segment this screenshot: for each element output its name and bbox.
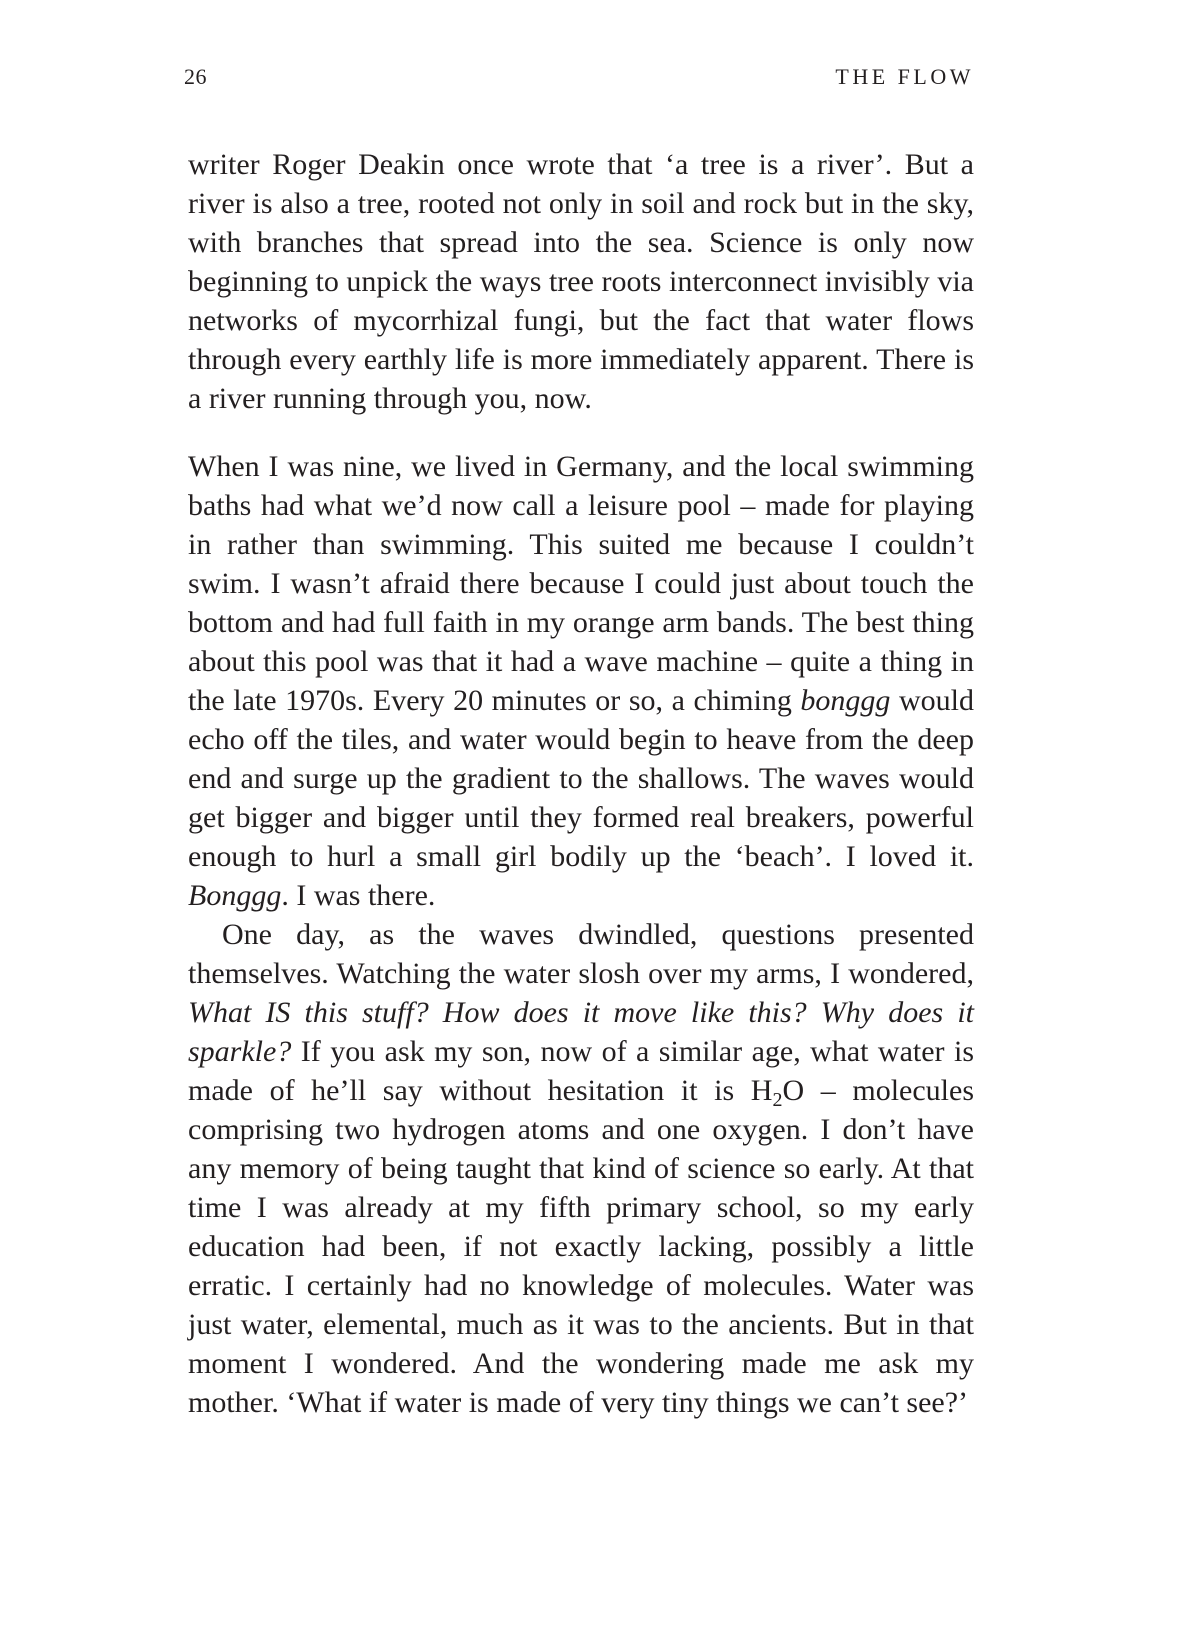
subscript-two: 2 — [772, 1089, 783, 1111]
body-text — [188, 145, 974, 1422]
text-segment: When I was nine, we lived in Germany, and the local swimming baths had what we’d now call a leisure pool – made for playing in rather than swimming. This suited me because I couldn’t swim. I wasn’t afraid there because I could just about touch the bottom and had full faith in my orange arm bands. The best thing about this pool was that it had a wave machine – quite a thing in the late 1970s. Every 20 minutes or so, a chiming — [188, 450, 974, 717]
text-segment: writer Roger Deakin once wrote that ‘a tree is a river’. But a river is also a tree, rooted not only in soil and rock but in the sky, with branches that spread into the sea. Science is only now beginning to unpick the ways tree roots interconnect invisibly via networks of mycorrhizal fungi, but the fact that water flows through every earthly life is more immediately apparent. There is a river running through you, now. — [188, 148, 974, 415]
italic-bonggg-capitalized: Bonggg — [188, 879, 282, 912]
paragraph-water-questions — [188, 915, 974, 1422]
italic-bonggg: bonggg — [800, 684, 891, 717]
text-segment: . I was there. — [281, 879, 436, 912]
paragraph-wave-pool — [188, 447, 974, 915]
text-segment: O – molecules comprising two hydrogen atoms and one oxygen. I don’t have any memory of being taught that kind of science so early. At that time I was already at my fifth primary school, so my early education had been, if not exactly lacking, possibly a little erratic. I certainly had no knowledge of molecules. Water was just water, elemental, much as it was to the ancients. But in that moment I wondered. And the wondering made me ask my mother. ‘What if water is made of very tiny things we can’t see?’ — [188, 1074, 974, 1419]
paragraph-deakin-river — [188, 145, 974, 418]
text-segment: One day, as the waves dwindled, questions presented themselves. Watching the water slosh over my arms, I wondered, — [188, 918, 974, 990]
page-number: 26 — [184, 64, 207, 89]
book-title: THE FLOW — [835, 64, 974, 89]
section-break — [188, 418, 974, 447]
italic-questions: What IS this stuff? How does it move like this? Why does it sparkle? — [188, 996, 974, 1068]
text-segment: If you ask my son, now of a similar age, what water is made of he’ll say without hesitation it is H — [188, 1035, 974, 1107]
running-head — [184, 64, 974, 94]
text-segment: would echo off the tiles, and water would begin to heave from the deep end and surge up the gradient to the shallows. The waves would get bigger and bigger until they formed real breakers, powerful enough to hurl a small girl bodily up the ‘beach’. I loved it. — [188, 684, 974, 873]
